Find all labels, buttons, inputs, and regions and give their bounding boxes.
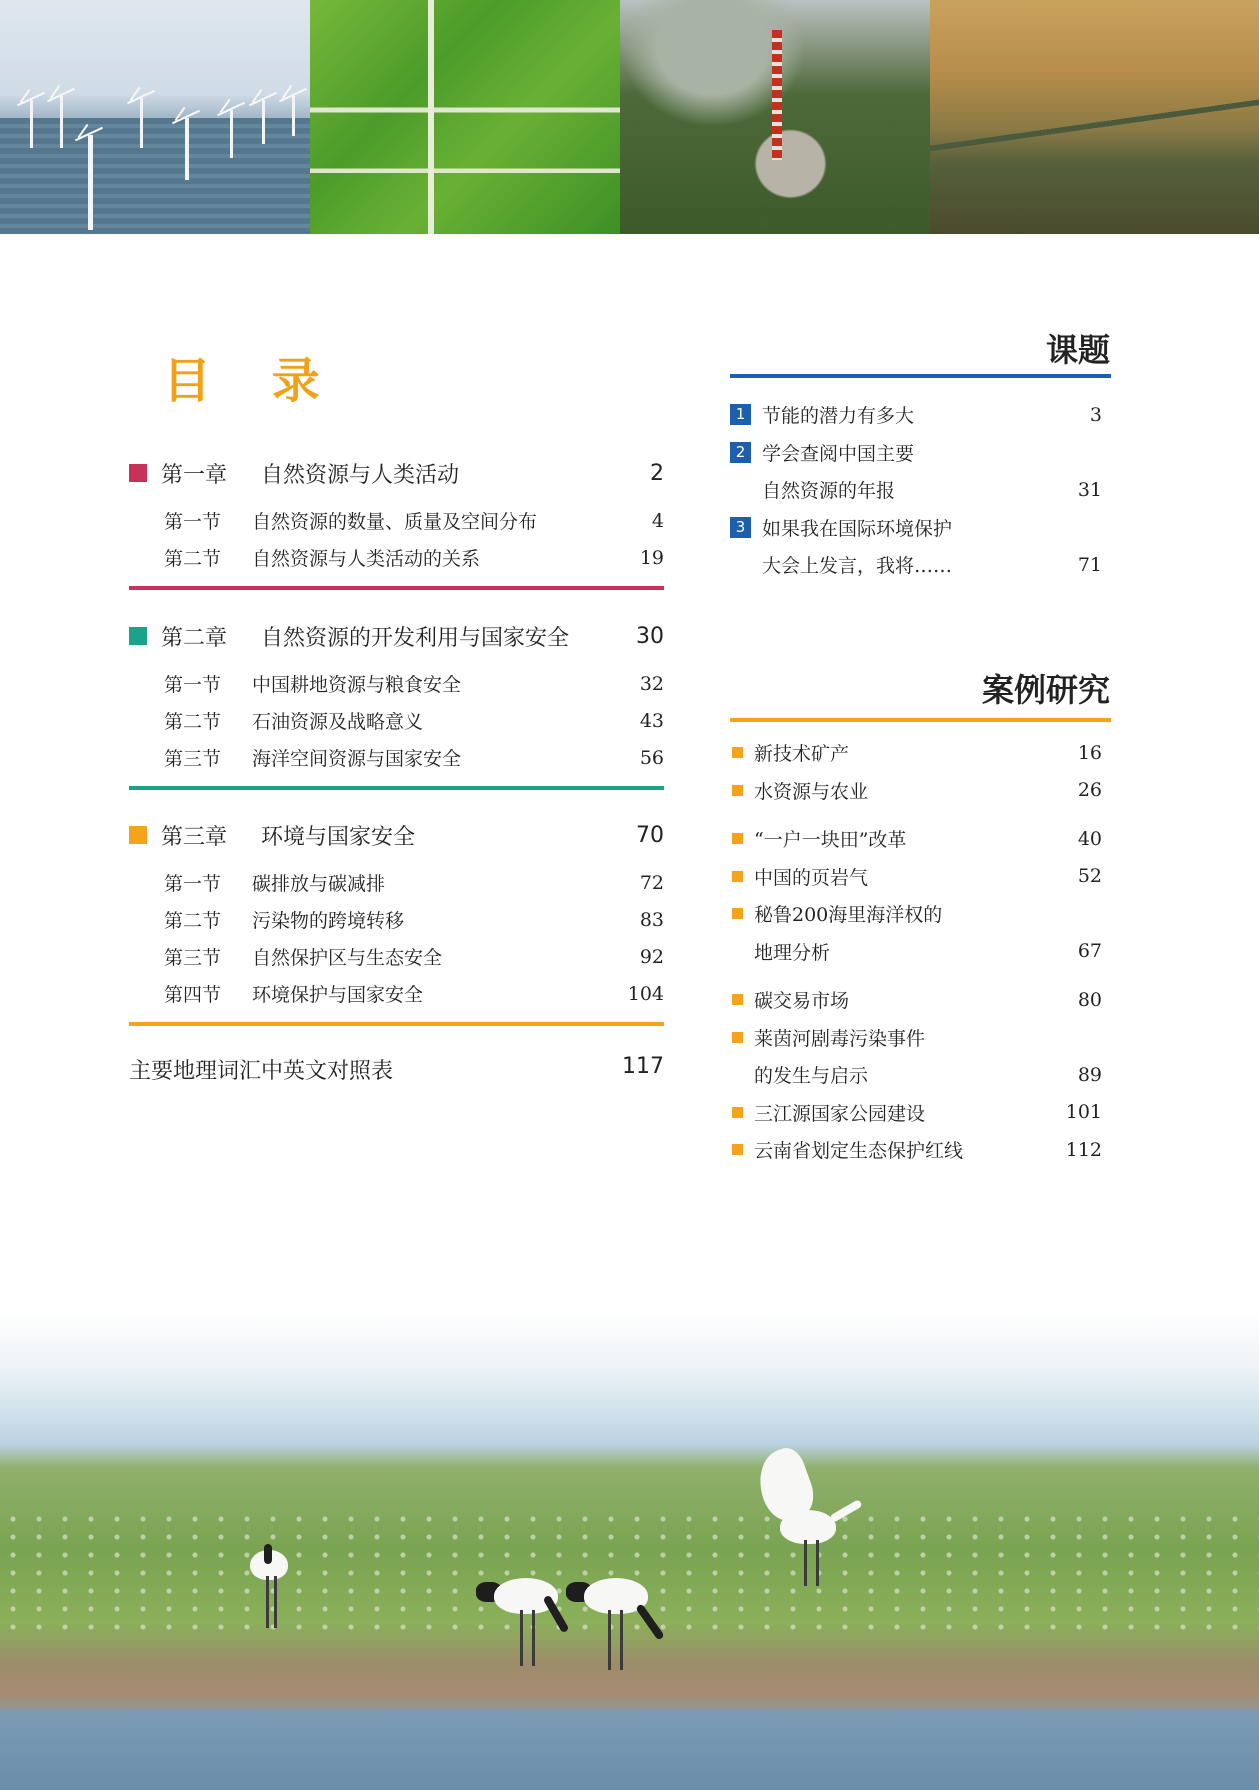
topic-line: [730, 471, 1102, 509]
case-bullet: [732, 908, 743, 919]
oil-rig-photo: [620, 0, 930, 234]
section-entry[interactable]: [129, 739, 664, 776]
top-photo-strip: [0, 0, 1259, 234]
case-item[interactable]: [730, 858, 1102, 896]
section-page: 56: [639, 746, 664, 769]
section-title: 自然资源与人类活动的关系: [252, 548, 481, 570]
chapter-number: 第一章: [161, 462, 228, 488]
chapter-1: [129, 456, 664, 590]
topic-page: 3: [1089, 403, 1102, 426]
section-page: 92: [639, 945, 664, 968]
chapter-number: 第三章: [161, 824, 228, 850]
case-page: 89: [1077, 1063, 1102, 1086]
case-item[interactable]: [730, 1094, 1102, 1132]
case-item[interactable]: [730, 1019, 1102, 1094]
section-entry[interactable]: [129, 975, 664, 1012]
section-title: 自然保护区与生态安全: [252, 947, 443, 969]
case-line: [730, 772, 1102, 810]
topic-text: 节能的潜力有多大: [762, 405, 915, 428]
section-title: 环境保护与国家安全: [252, 984, 424, 1006]
topics-list: [730, 396, 1102, 584]
glossary-entry[interactable]: [129, 1054, 664, 1085]
case-item[interactable]: [730, 820, 1102, 858]
section-title: 石油资源及战略意义: [252, 711, 424, 733]
case-line: [730, 1056, 1102, 1094]
section-title: 中国耕地资源与粮食安全: [252, 674, 462, 696]
section-page: 19: [639, 546, 664, 569]
case-text: “一户一块田”改革: [754, 829, 907, 852]
case-item[interactable]: [730, 981, 1102, 1019]
section-number: 第二节: [164, 910, 222, 932]
topic-line: [730, 396, 1102, 434]
glossary-page: 117: [622, 1054, 664, 1079]
case-group: [730, 981, 1102, 1169]
chapter-page: 2: [650, 460, 664, 486]
case-line: [730, 933, 1102, 971]
case-text: 三江源国家公园建设: [754, 1102, 926, 1125]
section-title: 自然资源的数量、质量及空间分布: [252, 511, 538, 533]
case-page: 16: [1077, 741, 1102, 764]
case-group: [730, 734, 1102, 809]
case-item[interactable]: [730, 1131, 1102, 1169]
topic-text: 如果我在国际环境保护: [762, 517, 953, 540]
case-line: [730, 895, 1102, 933]
case-line: [730, 820, 1102, 858]
chapter-marker: [129, 826, 147, 844]
section-entry[interactable]: [129, 938, 664, 975]
case-item[interactable]: [730, 772, 1102, 810]
section-entry[interactable]: [129, 502, 664, 539]
chapter-3: [129, 818, 664, 1026]
case-page: 26: [1077, 779, 1102, 802]
case-line: [730, 734, 1102, 772]
case-text: 碳交易市场: [754, 990, 850, 1013]
section-number: 第一节: [164, 674, 222, 696]
topic-item[interactable]: [730, 509, 1102, 584]
rice-fields-photo: [310, 0, 620, 234]
section-number: 第三节: [164, 947, 222, 969]
case-page: 112: [1065, 1138, 1102, 1161]
topic-text: 学会查阅中国主要: [762, 442, 915, 465]
chapter-divider: [129, 1022, 664, 1026]
glossary-title: 主要地理词汇中英文对照表: [129, 1059, 394, 1084]
topics-rule: [730, 374, 1111, 378]
topic-line: [730, 546, 1102, 584]
case-bullet: [732, 833, 743, 844]
cases-list: [730, 734, 1102, 1169]
chapter-marker: [129, 464, 147, 482]
chapter-title: 自然资源与人类活动: [261, 462, 460, 488]
chapter-heading[interactable]: [129, 818, 664, 852]
chapter-title: 自然资源的开发利用与国家安全: [261, 625, 570, 651]
topic-page: 71: [1077, 553, 1102, 576]
case-text: 秘鲁200海里海洋权的: [754, 904, 943, 927]
topic-number-badge: 2: [730, 442, 751, 463]
chapter-heading[interactable]: [129, 619, 664, 653]
case-page: 52: [1077, 865, 1102, 888]
topic-text: 大会上发言，我将……: [762, 555, 953, 578]
chapter-2: [129, 619, 664, 790]
section-number: 第二节: [164, 548, 222, 570]
section-number: 第一节: [164, 511, 222, 533]
section-page: 4: [651, 509, 664, 532]
case-bullet: [732, 1032, 743, 1043]
section-entry[interactable]: [129, 539, 664, 576]
topic-number-badge: 3: [730, 517, 751, 538]
case-text: 新技术矿产: [754, 743, 850, 766]
section-page: 104: [627, 982, 664, 1005]
case-bullet: [732, 871, 743, 882]
case-bullet: [732, 994, 743, 1005]
section-page: 43: [639, 709, 664, 732]
case-line: [730, 1019, 1102, 1057]
topic-item[interactable]: [730, 396, 1102, 434]
topic-line: [730, 434, 1102, 472]
chapter-divider: [129, 786, 664, 790]
case-text: 中国的页岩气: [754, 866, 869, 889]
case-text: 水资源与农业: [754, 780, 869, 803]
chapter-page: 30: [636, 623, 664, 649]
section-number: 第二节: [164, 711, 222, 733]
cases-heading: 案例研究: [981, 671, 1110, 709]
case-group: [730, 820, 1102, 970]
case-line: [730, 1131, 1102, 1169]
wetland-cranes-photo: [0, 1310, 1259, 1790]
section-page: 72: [639, 871, 664, 894]
case-page: 40: [1077, 827, 1102, 850]
section-number: 第四节: [164, 984, 222, 1006]
case-bullet: [732, 785, 743, 796]
section-number: 第一节: [164, 873, 222, 895]
chapter-title: 环境与国家安全: [261, 824, 416, 850]
toc-title: 目 录: [163, 353, 342, 409]
cases-rule: [730, 718, 1111, 722]
section-page: 32: [639, 672, 664, 695]
case-line: [730, 858, 1102, 896]
chapter-number: 第二章: [161, 625, 228, 651]
section-entry[interactable]: [129, 864, 664, 901]
section-entry[interactable]: [129, 665, 664, 702]
case-line: [730, 1094, 1102, 1132]
case-item[interactable]: [730, 734, 1102, 772]
topic-item[interactable]: [730, 434, 1102, 509]
section-page: 83: [639, 908, 664, 931]
section-entry[interactable]: [129, 702, 664, 739]
desert-railway-photo: [930, 0, 1259, 234]
section-title: 污染物的跨境转移: [252, 910, 405, 932]
case-page: 67: [1077, 940, 1102, 963]
case-page: 101: [1065, 1101, 1102, 1124]
topic-number-badge: 1: [730, 404, 751, 425]
chapter-page: 70: [636, 822, 664, 848]
case-bullet: [732, 747, 743, 758]
case-bullet: [732, 1107, 743, 1118]
topic-text: 自然资源的年报: [762, 480, 896, 503]
section-title: 海洋空间资源与国家安全: [252, 748, 462, 770]
chapter-divider: [129, 586, 664, 590]
section-number: 第三节: [164, 748, 222, 770]
case-line: [730, 981, 1102, 1019]
case-bullet: [732, 1144, 743, 1155]
case-text: 莱茵河剧毒污染事件: [754, 1027, 926, 1050]
chapter-heading[interactable]: [129, 456, 664, 490]
section-entry[interactable]: [129, 901, 664, 938]
case-text: 地理分析: [754, 941, 831, 964]
case-text: 云南省划定生态保护红线: [754, 1140, 964, 1163]
chapter-marker: [129, 627, 147, 645]
case-item[interactable]: [730, 895, 1102, 970]
wind-farm-photo: [0, 0, 310, 234]
section-title: 碳排放与碳减排: [252, 873, 386, 895]
case-text: 的发生与启示: [754, 1065, 869, 1088]
topics-heading: 课题: [1045, 331, 1110, 369]
case-page: 80: [1077, 988, 1102, 1011]
topic-line: [730, 509, 1102, 547]
topic-page: 31: [1077, 478, 1102, 501]
